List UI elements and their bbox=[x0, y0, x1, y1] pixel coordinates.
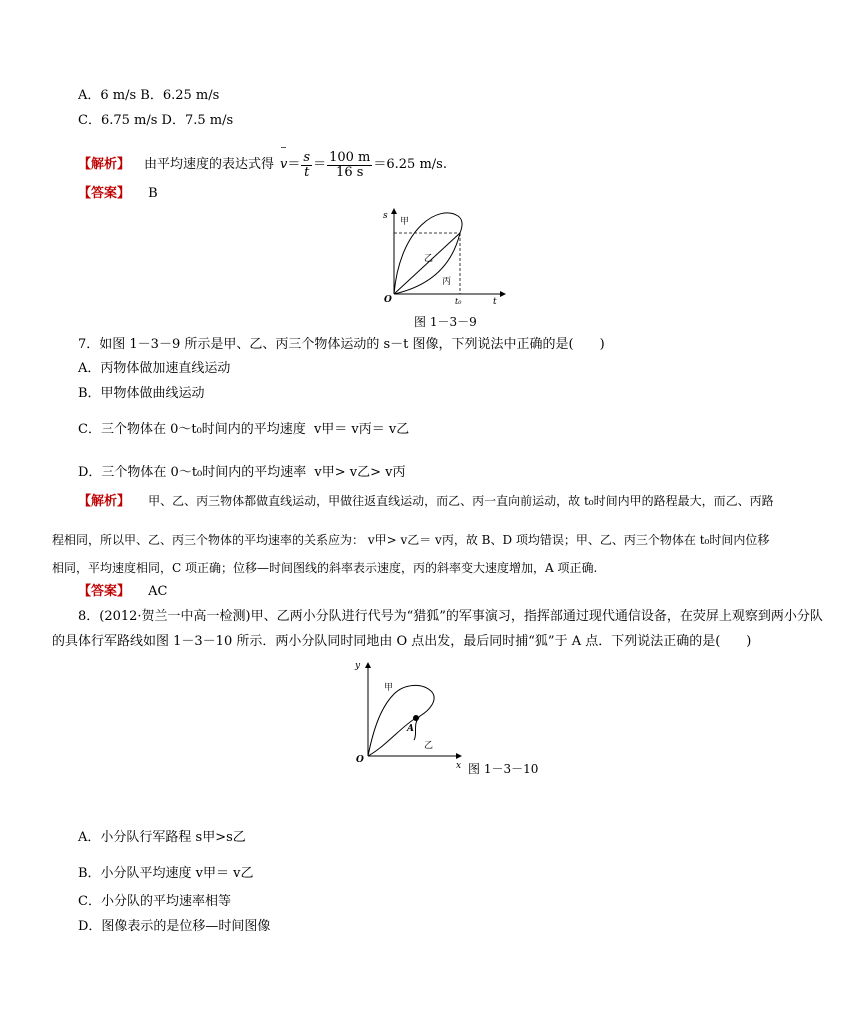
fig1-yi: 乙 bbox=[424, 254, 434, 264]
fig2-caption: 图 1－3－10 bbox=[468, 762, 539, 776]
q7-option-d: D．三个物体在 0～t₀时间内的平均速率 v甲> v乙> v丙 bbox=[78, 465, 406, 480]
q8-option-a: A．小分队行军路程 s甲>s乙 bbox=[78, 830, 246, 845]
fig2-origin: O bbox=[356, 755, 364, 765]
q7-option-c: C．三个物体在 0～t₀时间内的平均速度 v甲＝ v丙＝ v乙 bbox=[78, 422, 410, 437]
q7-answer: 【答案】 AC bbox=[78, 584, 168, 599]
q6-analysis bbox=[78, 148, 447, 182]
fig1-origin: O bbox=[384, 295, 392, 305]
fig1-y-label: s bbox=[383, 211, 388, 221]
q7-analysis-line1: 【解析】 甲、乙、丙三物体都做直线运动，甲做往返直线运动，而乙、丙一直向前运动，故 t₀时间内甲的路程最大，而乙、丙路 bbox=[78, 494, 774, 509]
q6-options-line2: C．6.75 m/s D．7.5 m/s bbox=[78, 113, 234, 128]
q8-option-c: C．小分队的平均速率相等 bbox=[78, 894, 231, 909]
fig2-point-a: A bbox=[407, 724, 414, 734]
figure-1-3-9 bbox=[380, 206, 510, 308]
q7-option-b: B．甲物体做曲线运动 bbox=[78, 386, 205, 401]
q7-option-a: A．丙物体做加速直线运动 bbox=[78, 361, 231, 376]
fig2-jia: 甲 bbox=[384, 683, 394, 693]
q8-stem-line2: 的具体行军路线如图 1－3－10 所示．两小分队同时同地由 O 点出发，最后同时捕“狐”于 A 点．下列说法正确的是( ) bbox=[52, 634, 752, 649]
q7-c-relation: v甲＝ v丙＝ v乙 bbox=[313, 422, 410, 437]
q7-analysis-line3: 相同，平均速度相同，C 项正确；位移—时间图线的斜率表示速度，丙的斜率变大速度增加，A 项正确. bbox=[52, 561, 598, 575]
fig2-x-label: x bbox=[456, 761, 462, 768]
analysis-text: 由平均速度的表达式得 bbox=[144, 157, 275, 172]
fig1-t0: t₀ bbox=[455, 297, 462, 306]
result: ＝6.25 m/s. bbox=[373, 157, 447, 172]
fraction-s-over-t: $\frac{s}{t}$ bbox=[303, 149, 311, 180]
avg-velocity-symbol: v bbox=[280, 157, 288, 172]
fig1-bing: 丙 bbox=[442, 277, 452, 287]
figure-1-3-10 bbox=[352, 656, 472, 768]
analysis-tag: 【解析】 bbox=[78, 157, 131, 172]
fig2-yi: 乙 bbox=[424, 741, 434, 751]
q8-option-d: D．图像表示的是位移—时间图像 bbox=[78, 919, 271, 934]
fig1-caption: 图 1－3－9 bbox=[414, 315, 477, 329]
q6-answer: 【答案】 B bbox=[78, 186, 158, 201]
q8-stem-line1: 8．(2012·贺兰一中高一检测)甲、乙两小分队进行代号为“猎狐”的军事演习，指挥部通过现代通信设备，在荧屏上观察到两小分队 bbox=[78, 609, 823, 624]
fig1-x-label: t bbox=[493, 297, 497, 307]
q6-options-line1: A．6 m/s B．6.25 m/s bbox=[78, 88, 220, 103]
q7-analysis-line2: 程相同，所以甲、乙、丙三个物体的平均速率的关系应为： v甲> v乙＝ v丙，故 B、D 项均错误；甲、乙、丙三个物体在 t₀时间内位移 bbox=[52, 533, 770, 547]
q8-option-b: B．小分队平均速度 v甲＝ v乙 bbox=[78, 866, 254, 881]
q7-d-relation: v甲> v乙> v丙 bbox=[314, 465, 406, 480]
fraction-100m-16s: $\frac{100 m}{16 s}$ bbox=[329, 149, 371, 180]
q7-stem: 7．如图 1－3－9 所示是甲、乙、丙三个物体运动的 s－t 图像，下列说法中正确的是( ) bbox=[78, 337, 605, 352]
fig1-jia: 甲 bbox=[400, 217, 410, 227]
equals: ＝ bbox=[287, 157, 301, 172]
fig2-y-label: y bbox=[355, 661, 361, 671]
equals: ＝ bbox=[313, 157, 327, 172]
